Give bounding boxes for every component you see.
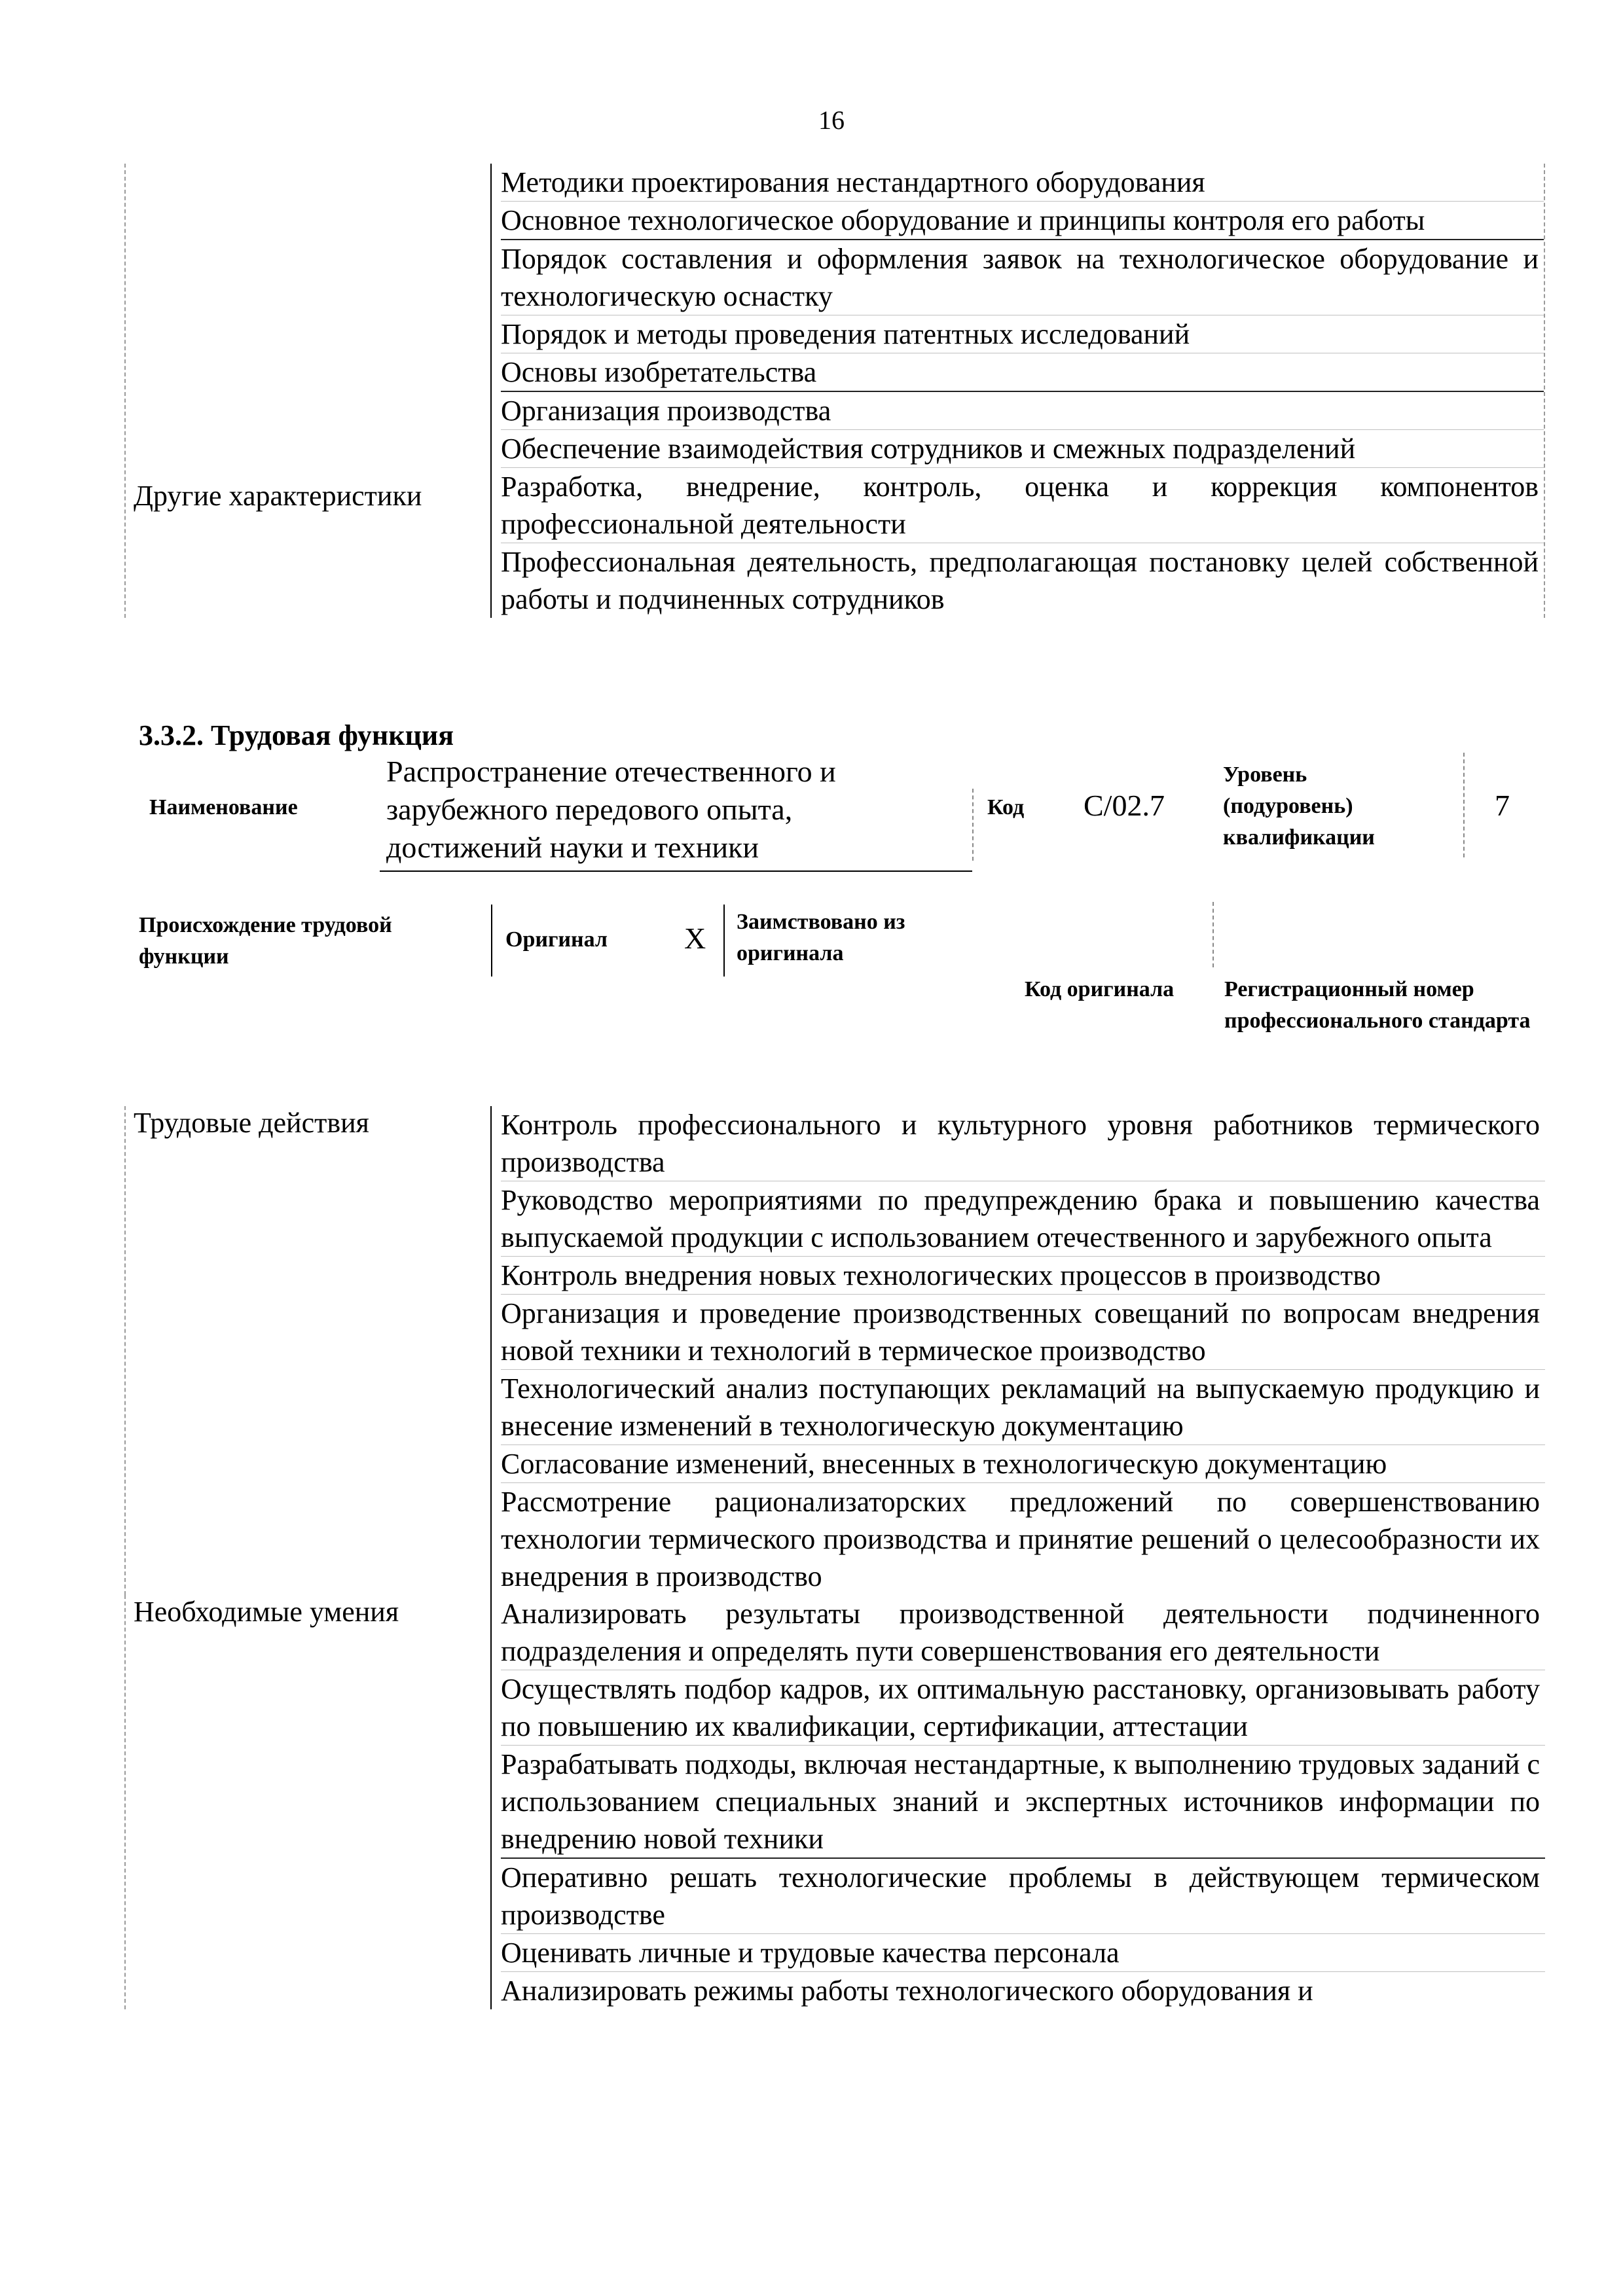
table-row: Обеспечение взаимодействия сотрудников и смежных подразделений <box>501 430 1544 468</box>
table-row: Анализировать результаты производственной деятельности подчиненного подразделения и определять пути совершенствования его деятельности <box>501 1595 1545 1670</box>
other-characteristics-label-cell <box>125 164 491 618</box>
origin-code-divider <box>1213 902 1214 967</box>
table-row: Разработка, внедрение, контроль, оценка и коррекция компонентов профессиональной деятельности <box>501 468 1544 543</box>
origin-original: Оригинал <box>505 927 608 952</box>
table-row: Технологический анализ поступающих рекламаций на выпускаемую продукцию и внесение изменений в технологическую документацию <box>501 1370 1545 1445</box>
name-value: Распространение отечественного и зарубежного передового опыта, достижений науки и техники <box>386 755 836 864</box>
table-row: Разрабатывать подходы, включая нестандартные, к выполнению трудовых заданий с использованием специальных знаний и экспертных источников информации по внедрению новой техники <box>501 1746 1545 1859</box>
table-row: Профессиональная деятельность, предполагающая постановку целей собственной работы и подчиненных сотрудников <box>501 546 1539 615</box>
page-number: 16 <box>818 105 845 135</box>
section-heading: 3.3.2. Трудовая функция <box>139 719 454 751</box>
actions-label-cell <box>125 1106 491 1595</box>
table-row: Осуществлять подбор кадров, их оптимальную расстановку, организовывать работу по повышению их квалификации, сертификации, аттестации <box>501 1670 1545 1746</box>
table-row: Анализировать режимы работы технологического оборудования и <box>501 1975 1313 2007</box>
origin-label: Происхождение трудовой функции <box>139 913 392 969</box>
name-box-underline <box>380 870 972 872</box>
name-label: Наименование <box>149 795 298 819</box>
table-row: Контроль профессионального и культурного уровня работников термического производства <box>501 1106 1545 1181</box>
origin-mark: X <box>684 922 706 955</box>
origin-box-left <box>491 905 492 977</box>
skills-items <box>491 1595 1545 2009</box>
table-row: Оценивать личные и трудовые качества персонала <box>501 1934 1545 1972</box>
table-row: Порядок составления и оформления заявок на технологическое оборудование и технологическую оснастку <box>501 240 1544 315</box>
reg-number-label: Регистрационный номер профессионального стандарта <box>1224 977 1531 1033</box>
code-label: Код <box>987 795 1025 819</box>
name-box-divider <box>972 789 974 861</box>
labor-actions-table <box>124 1106 1545 2009</box>
code-original-label: Код оригинала <box>1025 977 1175 1001</box>
other-characteristics-label: Другие характеристики <box>134 480 422 512</box>
table-row: Руководство мероприятиями по предупреждению брака и повышению качества выпускаемой продукции с использованием отечественного и зарубежного опыта <box>501 1181 1545 1257</box>
table-row: Оперативно решать технологические проблемы в действующем термическом производстве <box>501 1859 1545 1934</box>
level-label: Уровень (подуровень) квалификации <box>1223 762 1375 850</box>
actions-items <box>491 1106 1545 1595</box>
table-row: Основное технологическое оборудование и принципы контроля его работы <box>501 202 1544 240</box>
table-row: Контроль внедрения новых технологических процессов в производство <box>501 1257 1545 1295</box>
actions-label: Трудовые действия <box>134 1107 369 1139</box>
other-characteristics-items <box>491 164 1544 618</box>
skills-label: Необходимые умения <box>134 1596 399 1628</box>
level-value: 7 <box>1495 789 1510 822</box>
other-characteristics-table <box>124 164 1545 618</box>
table-row: Рассмотрение рационализаторских предложений по совершенствованию технологии термического производства и принятие решений о целесообразности их внедрения в производство <box>501 1486 1540 1592</box>
table-row: Организация и проведение производственных совещаний по вопросам внедрения новой техники и технологий в термическое производство <box>501 1295 1545 1370</box>
table-row: Порядок и методы проведения патентных исследований <box>501 315 1544 353</box>
level-box-divider <box>1463 753 1465 857</box>
origin-box-divider <box>723 905 725 977</box>
origin-borrowed: Заимствовано из оригинала <box>737 910 905 965</box>
table-row: Методики проектирования нестандартного оборудования <box>501 164 1544 202</box>
skills-label-cell <box>125 1595 491 2009</box>
table-row: Организация производства <box>501 392 1544 430</box>
table-row: Согласование изменений, внесенных в технологическую документацию <box>501 1445 1545 1483</box>
table-row: Основы изобретательства <box>501 353 1544 392</box>
code-value: C/02.7 <box>1084 789 1165 822</box>
